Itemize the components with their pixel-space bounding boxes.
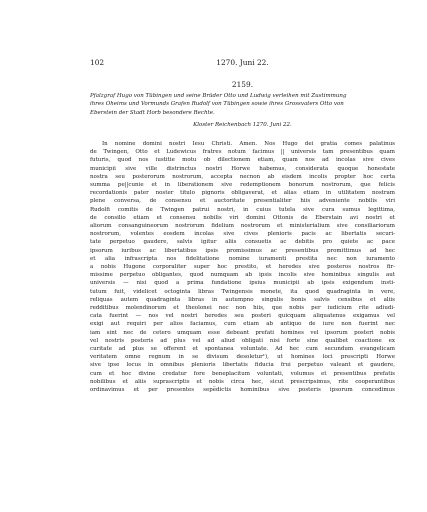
text-line: de consilio etiam et consensu nobilis viri domini Ottonis de Eberstain avi nostri et [90,214,395,221]
text-line: a nobis Hugone corporaliter super hoc prestito, et heredes sive posteros nostros fir- [90,264,395,271]
text-line: summa pe||cunie et in liberationem sive redemptionem bonorum nostrorum, que felicis [90,182,395,189]
running-head-date: 1270. Juni 22. [216,58,269,67]
regest-summary [90,92,395,117]
text-line: missime perpetuo obligantes, quod numquam ab ipsis incolis sive hominibus singulis aut [90,272,395,279]
regest-line: Pfalzgraf Hugo von Tübingen und seine Brüder Otto und Ludwig verleihen mit Zustimmung [90,93,347,99]
text-line: ordinavimus et per presentes sepe̅dictis hominibus sive posteris ipsorum concedimus [90,387,395,394]
text-line: et alia infrascripta nos fidelitatione nomine iuramenti prestita nec non iuramento [90,255,395,262]
source-line: Kloster Reichenbach 1270. Juni 22. [193,122,292,128]
page-number: 102 [90,58,105,67]
text-line: recordationis pater noster titulo pignoris obligaverat, et alias etiam in utilitatem nostram [90,190,395,197]
document-number: 2159. [231,80,254,89]
text-line: Rudolfi comitis de Twingen patrui nostri, in cuius tutela sive cura sumus legittima, [90,206,395,213]
text-line: sive ipse locus in omnibus plenioris libertatis fiducia frui perpetuo valeant et gaudere, [90,362,395,369]
text-line: reliquas autem quadraginta libras in autumpno singulis bonis salvis censibus et aliis [90,296,395,303]
text-line: aliorum consanguineorum nostrorum fidelium nostrorum et ministerialium sive consiliariorum [90,223,395,230]
text-line: exigi aut requiri per alios faciamus, cum etiam ab antiquo de iure non fuerint nec [90,321,395,328]
text-line: universis — nisi quod a prima fundatione ipsius municipii ab ipsis exigendum insti- [90,280,395,287]
text-line: nostrorum, volentes eosdem incolas sive cives plenioris pacis ac libertatis securi- [90,231,395,238]
regest-line: ihres Oheims und Vormunds Grafen Rudolf von Tübingen sowie ihres Grossvaters Otto von [90,101,344,108]
text-line: curitate ad plus se offerent et spontanea voluntate. Ad hec cum secundum evangelicam [90,346,395,353]
text-line: vel nostris posteris ad plus vel ad aliud obligati nisi forte sine qualibet coactione ex [90,337,395,344]
text-line: ipsorum iuribus ac libertatibus ipsis promissimus ac presentibus promittimus ad hec [90,247,395,254]
text-line: plene conversa, de consensu et auctoritate presentialiter hiis adveniente nobilis viri [90,198,395,205]
text-line: cata fuerint — nos vel nostri heredes seu posteri quicquam aliquatenus exigamus vel [90,313,395,320]
text-line: veritatem omne regnum in se divisum desoletur¹), ut homines loci prescripti Horwe [90,354,395,361]
text-line: nostra seu posterorum nostrorum, accepta necnon ab eisdem incolis propter hoc certa [90,173,395,180]
text-line: tate perpetuo gaudere, salvis igitur aliis consuetis ac debitis pro quiete ac pace [90,239,395,246]
text-line: municipii sive ville distrinctus nostri Horwe habemus, considerata quoque honestate [90,165,395,172]
text-line: cum et hoc divine credatur fore beneplacitum voluntati, volumus et presentibus prefatis [90,370,395,377]
running-head [90,58,395,70]
text-line: iam sint nec de cetero umquam esse debeant prefati homines vel ipsorum posteri nobis [90,329,395,336]
regest-line: Eberstein der Stadt Horb besondere Rechte. [90,109,215,116]
text-line: In nomine domini nostri Iesu Christi. Amen. Nos Hugo dei gratia comes palatinus [102,141,395,147]
text-line: futuris, quod nos iustitie motu ob dilectionem etiam, quam nos ad incolas sive cives [90,157,395,164]
text-line: nobilibus et aliis suprascriptis et nobis circa hec, sicut prescripsimus, rite cooperantibus [90,378,395,385]
text-line: redditibus molendinorum et theolonei nec non hiis, que nobis per iudicium rite adiudi- [90,305,395,312]
text-line: tutum fuit, videlicet octoginta libras Twingensis monete, ita quod quadraginta in vere, [90,288,395,295]
charter-text [90,140,395,394]
text-line: de Twingen, Otto et Ludewicus fratres notum facimus || universis tam presentibus quam [90,149,395,156]
